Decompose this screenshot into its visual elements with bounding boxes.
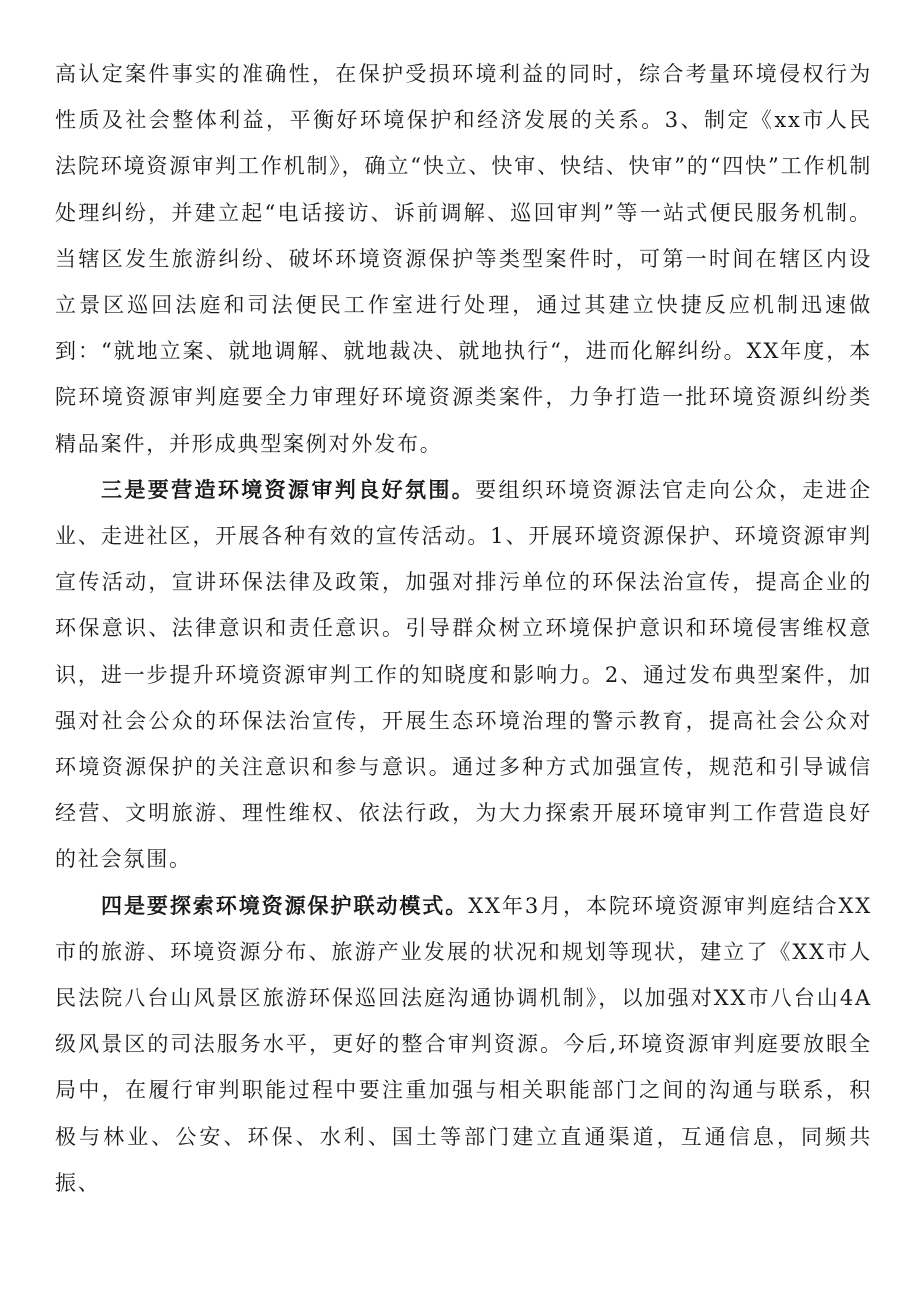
paragraph-continuation xyxy=(55,51,872,467)
paragraph-lead: 四是要探索环境资源保护联动模式。 xyxy=(101,892,469,918)
paragraph-body: 高认定案件事实的准确性，在保护受损环境利益的同时，综合考量环境侵权行为性质及社会整体利益，平衡好环境保护和经济发展的关系。3、制定《xx市人民法院环境资源审判工作机制》，确立“快立、快审、快结、快审”的“四快”工作机制处理纠纷，并建立起“电话接访、诉前调解、巡回审判”等一站式便民服务机制。当辖区发生旅游纠纷、破坏环境资源保护等类型案件时，可第一时间在辖区内设立景区巡回法庭和司法便民工作室进行处理，通过其建立快捷反应机制迅速做到：“就地立案、就地调解、就地裁决、就地执行“，进而化解纠纷。XX年度，本院环境资源审判庭要全力审理好环境资源类案件，力争打造一批环境资源纠纷类精品案件，并形成典型案例对外发布。 xyxy=(55,62,872,456)
paragraph-body: 要组织环境资源法官走向公众，走进企业、走进社区，开展各种有效的宣传活动。1、开展环境资源保护、环境资源审判宣传活动，宣讲环保法律及政策，加强对排污单位的环保法治宣传，提高企业的环保意识、法律意识和责任意识。引导群众树立环境保护意识和环境侵害维权意识，进一步提升环境资源审判工作的知晓度和影响力。2、通过发布典型案件，加强对社会公众的环保法治宣传，开展生态环境治理的警示教育，提高社会公众对环境资源保护的关注意识和参与意识。通过多种方式加强宣传，规范和引导诚信经营、文明旅游、理性维权、依法行政，为大力探索开展环境审判工作营造良好的社会氛围。 xyxy=(55,477,872,872)
paragraph-body: XX年3月，本院环境资源审判庭结合XX市的旅游、环境资源分布、旅游产业发展的状况和规划等现状，建立了《XX市人民法院八台山风景区旅游环保巡回法庭沟通协调机制》，以加强对XX市八台山4A级风景区的司法服务水平，更好的整合审判资源。今后,环境资源审判庭要放眼全局中，在履行审判职能过程中要注重加强与相关职能部门之间的沟通与联系，积极与林业、公安、环保、水利、国土等部门建立直通渠道，互通信息，同频共振、 xyxy=(55,893,872,1195)
paragraph-four xyxy=(55,883,872,1206)
paragraph-three xyxy=(55,467,872,883)
paragraph-lead: 三是要营造环境资源审判良好氛围。 xyxy=(101,476,476,502)
